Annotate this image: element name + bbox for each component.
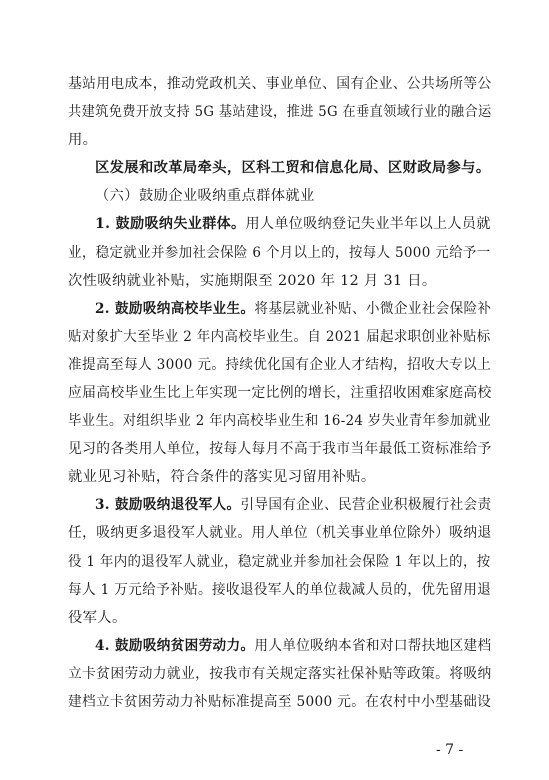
section-heading: （六）鼓励企业吸纳重点群体就业 — [95, 188, 315, 204]
item-1-heading: 1. 鼓励吸纳失业群体。 — [95, 216, 246, 232]
body-text-line: 次性吸纳就业补贴，实施期限至 2020 年 12 月 31 日。 — [68, 273, 437, 289]
item-3-heading: 3. 鼓励吸纳退役军人。 — [95, 497, 241, 513]
body-text-line: 业，稳定就业并参加社会保险 6 个月以上的，按每人 5000 元给予一 — [68, 245, 491, 261]
body-text-line: 共建筑免费开放支持 5G 基站建设，推进 5G 在垂直领域行业的融合运 — [68, 104, 492, 120]
body-text-line: 准提高至每人 3000 元。持续优化国有企业人才结构，招收大专以上 — [68, 357, 492, 373]
responsible-department-line: 区发展和改革局牵头，区科工贸和信息化局、区财政局参与。 — [95, 160, 491, 176]
body-text-line: 基站用电成本，推动党政机关、事业单位、国有企业、公共场所等公 — [68, 76, 492, 92]
paragraph-4-line — [95, 636, 491, 656]
paragraph-3-line — [95, 495, 491, 515]
body-text-line: 毕业生。对组织毕业 2 年内高校毕业生和 16-24 岁失业青年参加就业 — [68, 413, 491, 429]
body-text-line: 建档立卡贫困劳动力补贴标准提高至 5000 元。在农村中小型基础设 — [68, 694, 492, 710]
paragraph-1-line — [95, 214, 491, 234]
item-1-text: 用人单位吸纳登记失业半年以上人员就 — [245, 216, 491, 232]
body-text-line: 见习的各类用人单位，按每人每月不高于我市当年最低工资标准给予 — [68, 441, 492, 457]
body-text-line: 每人 1 万元给予补贴。接收退役军人的单位裁减人员的，优先留用退 — [68, 582, 492, 598]
body-text-line: 用。 — [68, 132, 98, 148]
item-3-text: 引导国有企业、民营企业积极履行社会责 — [240, 497, 492, 513]
item-4-text: 用人单位吸纳本省和对口帮扶地区建档 — [254, 638, 492, 654]
body-text-line: 任，吸纳更多退役军人就业。用人单位（机关事业单位除外）吸纳退 — [68, 525, 492, 541]
page-number: - 7 - — [436, 742, 464, 758]
paragraph-2-line — [95, 299, 491, 319]
body-text-line: 役军人。 — [68, 610, 127, 626]
body-text-line: 役 1 年内的退役军人就业，稳定就业并参加社会保险 1 年以上的，按 — [68, 554, 491, 570]
body-text-line: 立卡贫困劳动力就业，按我市有关规定落实社保补贴等政策。将吸纳 — [68, 666, 492, 682]
item-4-heading: 4. 鼓励吸纳贫困劳动力。 — [95, 638, 255, 654]
body-text-line: 就业见习补贴，符合条件的落实见习留用补贴。 — [68, 469, 376, 485]
body-text-line: 应届高校毕业生比上年实现一定比例的增长，注重招收困难家庭高校 — [68, 385, 492, 401]
body-text-line: 贴对象扩大至毕业 2 年内高校毕业生。自 2021 届起求职创业补贴标 — [68, 329, 491, 345]
item-2-text: 将基层就业补贴、小微企业社会保险补 — [254, 301, 492, 317]
item-2-heading: 2. 鼓励吸纳高校毕业生。 — [95, 301, 255, 317]
